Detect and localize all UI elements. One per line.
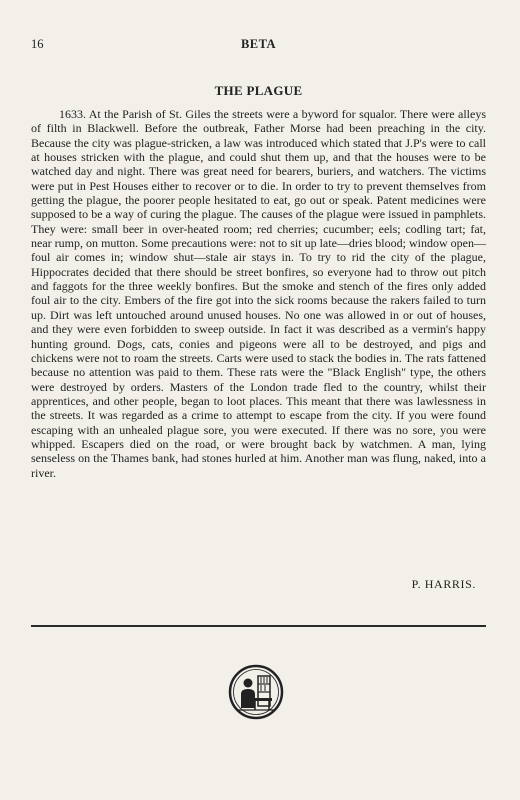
running-title: BETA bbox=[240, 37, 277, 51]
author-signature: P. HARRIS. bbox=[411, 577, 476, 591]
article-title: THE PLAGUE bbox=[214, 83, 303, 98]
page-number: 16 bbox=[31, 37, 44, 51]
section-divider bbox=[31, 625, 486, 627]
article-body: 1633. At the Parish of St. Giles the streets were a byword for squalor. There were alleys of filth in Blackwell. Before the outbreak, Father Morse had been preaching in the city. Because the city was plague-stricken, a law was introduced which stated that J.P's were to call at houses stricken with the plague, and could shut them up, and that the houses were to be watched day and night. There was great need for bearers, buriers, and watchers. The victims were put in Pest Houses either to recover or to die. In order to try to prevent themselves from getting the plague, the poorer people hesitated to eat, go out or speak. Patent medicines were supposed to be a way of curing the plague. The causes of the plague were issued in pamphlets. They were: small beer in over-heated room; red cherries; cucumber; eels; codling tart; fat, near rump, on mutton. Some precautions were: not to sit up late—dries blood; window open—foul air comes in; window shut—stale air stays in. To try to rid the city of the plague, Hippocrates decided that there should be street bonfires, so everyone had to throw out pitch and faggots for the three weekly bonfires. But the smoke and stench of the fires only added foul air to the city. Embers of the fire got into the sick rooms because the rakers failed to turn up. Dirt was left untouched around unused houses. No one was allowed in or out of houses, and they were even forbidden to sweep outside. In fact it was described as a vermin's happy hunting ground. Dogs, cats, conies and pigeons were all to be destroyed, and pigs and chickens were not to roam the streets. Carts were used to stack the bodies in. The rats fattened because no attention was paid to them. These rats were the "Black English" type, the others were destroyed by orders. Masters of the London trade fled to the country, whilst their apprentices, and other people, began to loot places. This meant that there was lawlessness in the streets. It was regarded as a crime to attempt to escape from the city. If you were found escaping with an unhealed plague sore, you were executed. If there was no sore, you were whipped. Escapers died on the road, or were brought back by watchmen. A man, lying senseless on the Thames bank, had stones hurled at him. Another man was flung, naked, into a river. bbox=[31, 107, 486, 480]
scholar-at-desk-emblem-icon bbox=[228, 664, 284, 720]
page-header bbox=[31, 37, 486, 53]
